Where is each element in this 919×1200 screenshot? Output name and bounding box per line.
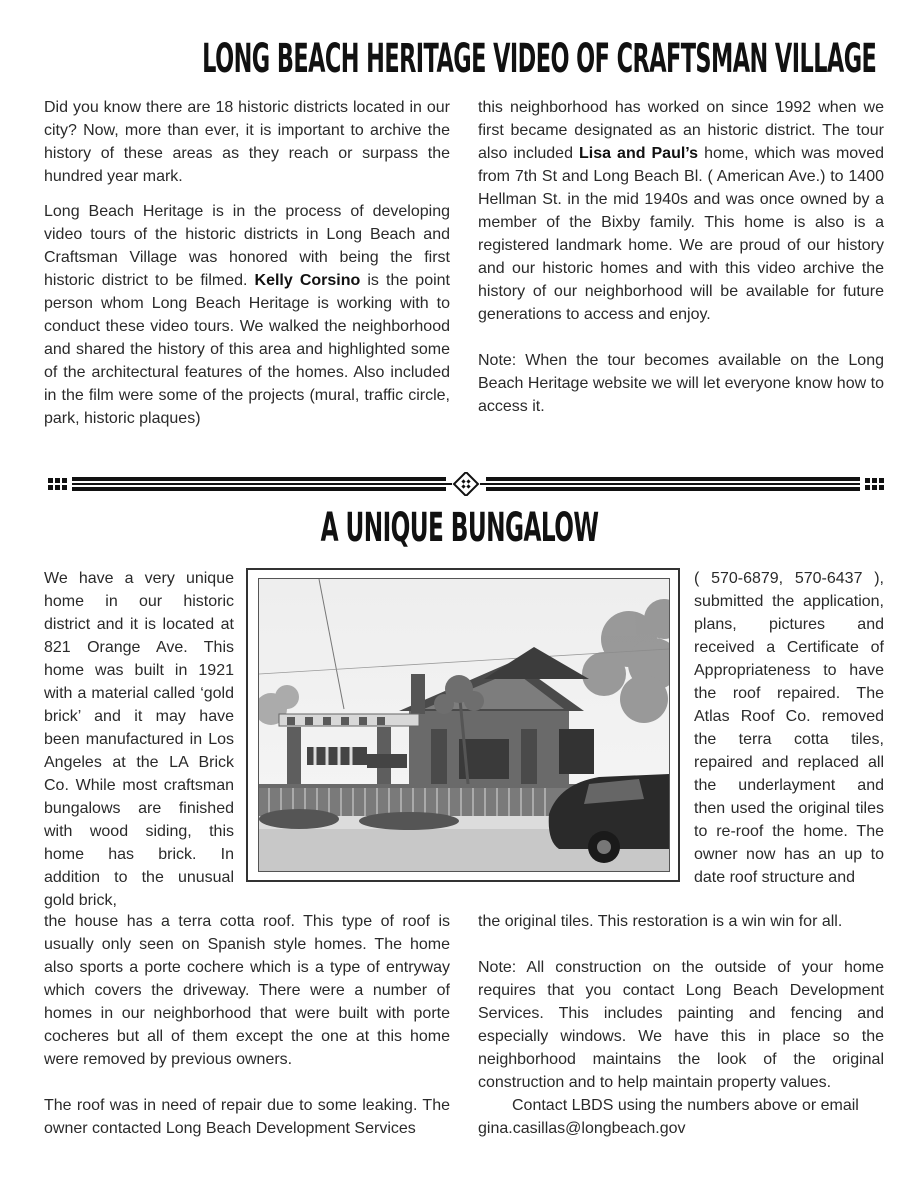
bungalow-photo-icon: [259, 579, 669, 871]
bungalow-photo: [258, 578, 670, 872]
divider-ornament-icon: [48, 472, 884, 496]
article1-paragraph-1: Did you know there are 18 historic districts located in our city? Now, more than ever, it is important to archive the history of these areas as they reach or surpass the hundred year mark.: [44, 99, 450, 185]
article2-left-wide: [44, 910, 450, 1152]
kelly-corsino-name: Kelly Corsino: [254, 272, 361, 289]
article2-note: Note: All construction on the outside of your home requires that you contact Long Beach Development Services. This includes painting and fencing and especially windows. We have this in place so the neighborhood maintains the look of the original construction and to help maintain property values.: [478, 959, 884, 1091]
article2-left-narrow: We have a very unique home in our historic district and it is located at 821 Orange Ave. This home was built in 1921 with a material called ‘gold brick’ and it may have been manufactured in Los Angeles at the LA Brick Co. While most craftsman bungalows are finished with wood siding, this home has brick. In addition to the unusual gold brick,: [44, 570, 234, 909]
article2-right-narrow: ( 570-6879, 570-6437 ), submitted the application, plans, pictures and received a Certificate of Appropriateness to have the roof repaired. The Atlas Roof Co. removed the terra cotta tiles, repaired and replaced all the underlayment and then used the original tiles to re-roof the home. The owner now has an up to date roof structure and: [694, 570, 884, 886]
section-divider: [48, 472, 884, 496]
bungalow-photo-frame: [246, 568, 680, 882]
article1-paragraph-3: this neighborhood has worked on since 1992 when we first became designated as an historic district. The tour also included Lisa and Paul’s home, which was moved from 7th St and Long Beach Bl. ( American Ave.) to 1400 Hellman St. in the mid 1940s and was once owned by a member of the Bixby family. This home is also is a registered landmark home. We are proud of our history and our historic homes and with this video archive the history of our neighborhood will be available for future generations to access and enjoy.: [478, 99, 884, 323]
article-title-bungalow: A UNIQUE BUNGALOW: [320, 505, 599, 551]
article-title-video: LONG BEACH HERITAGE VIDEO OF CRAFTSMAN VILLAGE: [202, 36, 877, 82]
lisa-paul-name: Lisa and Paul’s: [579, 145, 699, 162]
article1-paragraph-2: Long Beach Heritage is in the process of developing video tours of the historic districts in Long Beach and Craftsman Village was honored with being the first historic district to be filmed. Kelly Corsino is the point person whom Long Beach Heritage is working with to conduct these video tours. We walked the neighborhood and shared the history of this area and highlighted some of the architectural features of the homes. Also included in the film were some of the projects (mural, traffic circle, park, historic plaques): [44, 203, 450, 427]
article1-note: Note: When the tour becomes available on the Long Beach Heritage website we will let everyone know how to access it.: [478, 352, 884, 415]
article1-left-column: [44, 96, 450, 442]
article2-paragraph-roof: the house has a terra cotta roof. This type of roof is usually only seen on Spanish style homes. The home also sports a porte cochere which is a type of entryway which covers the driveway. There were a number of homes in our neighborhood that were built with porte cocheres but all of them except the one at this home were removed by previous owners.: [44, 913, 450, 1068]
article2-contact: Contact LBDS using the numbers above or email gina.casillas@longbeach.gov: [478, 1097, 859, 1137]
article2-paragraph-restoration: the original tiles. This restoration is a win win for all.: [478, 913, 843, 930]
article2-right-wide: [478, 910, 884, 1152]
article1-right-column: [478, 96, 884, 430]
article2-paragraph-repair: The roof was in need of repair due to some leaking. The owner contacted Long Beach Development Services: [44, 1097, 450, 1137]
